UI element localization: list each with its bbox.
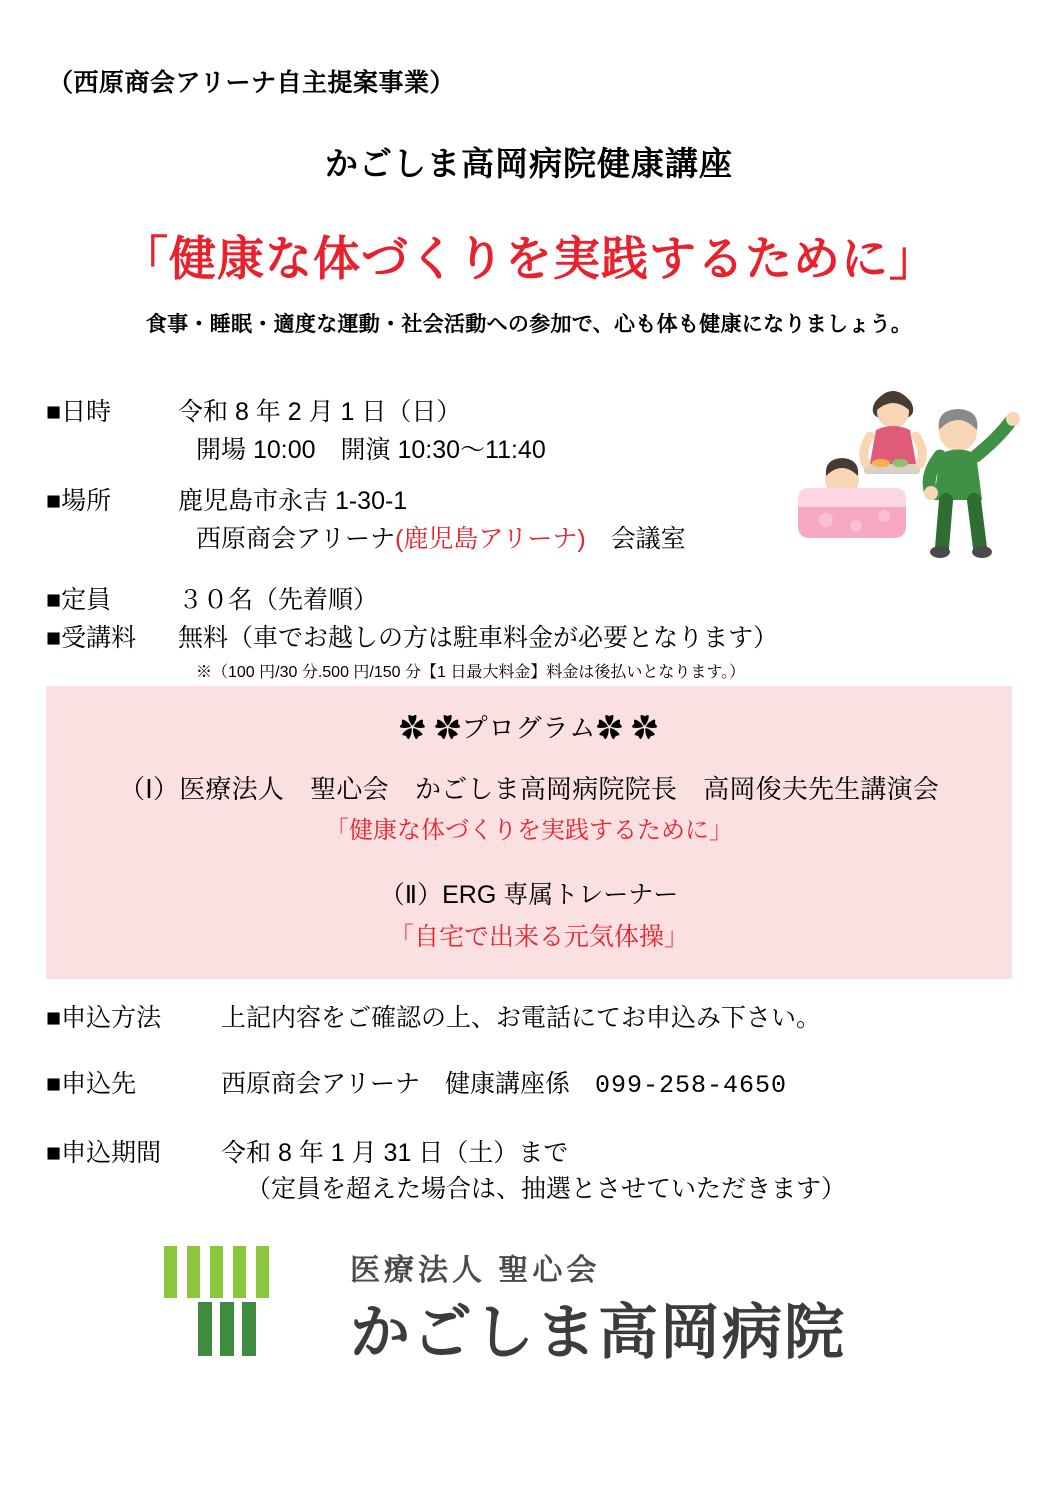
destination-value [221, 1066, 986, 1104]
man-stretching-icon [924, 409, 1020, 558]
application-info [46, 1000, 986, 1207]
woman-with-meal-icon [864, 391, 923, 474]
logo-org-small: 医療法人 聖心会 [350, 1254, 601, 1287]
period-label: ■申込期間 [46, 1138, 162, 1167]
spacer [46, 557, 836, 583]
spacer [46, 1036, 986, 1066]
capacity-label: ■定員 [46, 586, 112, 614]
fee-label: ■受講料 [46, 623, 137, 652]
capacity-row [46, 583, 836, 619]
place-venue-alt: (鹿児島アリーナ) [395, 524, 586, 553]
page-title: かごしま高岡病院健康講座 [325, 145, 733, 182]
datetime-row [46, 395, 836, 431]
method-label: ■申込方法 [46, 1004, 162, 1032]
period-value2: （定員を超えた場合は、抽選とさせていただきます） [246, 1174, 847, 1203]
period-row [46, 1135, 986, 1171]
logo-bars-icon [160, 1240, 310, 1360]
program-item-1-subtitle: 「健康な体づくりを実践するために」 [325, 817, 733, 844]
method-value: 上記内容をご確認の上、お電話にてお申込み下さい。 [221, 1004, 822, 1032]
program-item-2: （Ⅱ）ERG 専属トレーナー [379, 881, 679, 909]
logo-org-main: かごしま高岡病院 [350, 1299, 846, 1366]
phone-number: 099-258-4650 [595, 1071, 788, 1101]
fee-value: 無料（車でお越しの方は駐車料金が必要となります） [178, 623, 779, 652]
paren-note: （西原商会アリーナ自主提案事業） [48, 69, 456, 97]
lead-text: 食事・睡眠・適度な運動・社会活動への参加で、心も体も健康になりましょう。 [145, 313, 913, 336]
destination-label: ■申込先 [46, 1070, 137, 1099]
place-row [46, 484, 836, 520]
program-section [46, 686, 1012, 979]
period-value: 令和 8 年 1 月 31 日（土）まで [221, 1138, 569, 1167]
headline: 「健康な体づくりを実践するために」 [121, 232, 937, 285]
place-venue: 西原商会アリーナ [196, 524, 396, 553]
event-info [46, 395, 836, 685]
program-item-2-subtitle: 「自宅で出来る元気体操」 [388, 923, 689, 951]
datetime-value: 令和 8 年 2 月 1 日（日） [178, 398, 462, 426]
destination-org: 西原商会アリーナ 健康講座係 [221, 1070, 596, 1099]
datetime-label: ■日時 [46, 398, 112, 426]
place-label: ■場所 [46, 487, 112, 515]
method-row [46, 1000, 986, 1036]
place-value: 鹿児島市永吉 1-30-1 [178, 487, 408, 515]
place-room: 会議室 [585, 524, 686, 553]
program-title: ✿ ✿プログラム✿ ✿ [399, 713, 659, 743]
datetime-value2: 開場 10:00 開演 10:30～11:40 [196, 435, 546, 464]
spacer [46, 1105, 986, 1135]
fee-row [46, 621, 836, 657]
capacity-value: ３０名（先着順） [178, 586, 379, 614]
destination-row [46, 1066, 986, 1104]
fee-note: ※（100 円/30 分.500 円/150 分【1 日最大料金】料金は後払いとなります。） [196, 664, 746, 681]
spacer [46, 468, 836, 484]
program-item-1: （Ⅰ）医療法人 聖心会 かごしま高岡病院院長 高岡俊夫先生講演会 [118, 774, 940, 804]
place-value2 [46, 522, 836, 558]
hospital-logo [160, 1240, 900, 1375]
